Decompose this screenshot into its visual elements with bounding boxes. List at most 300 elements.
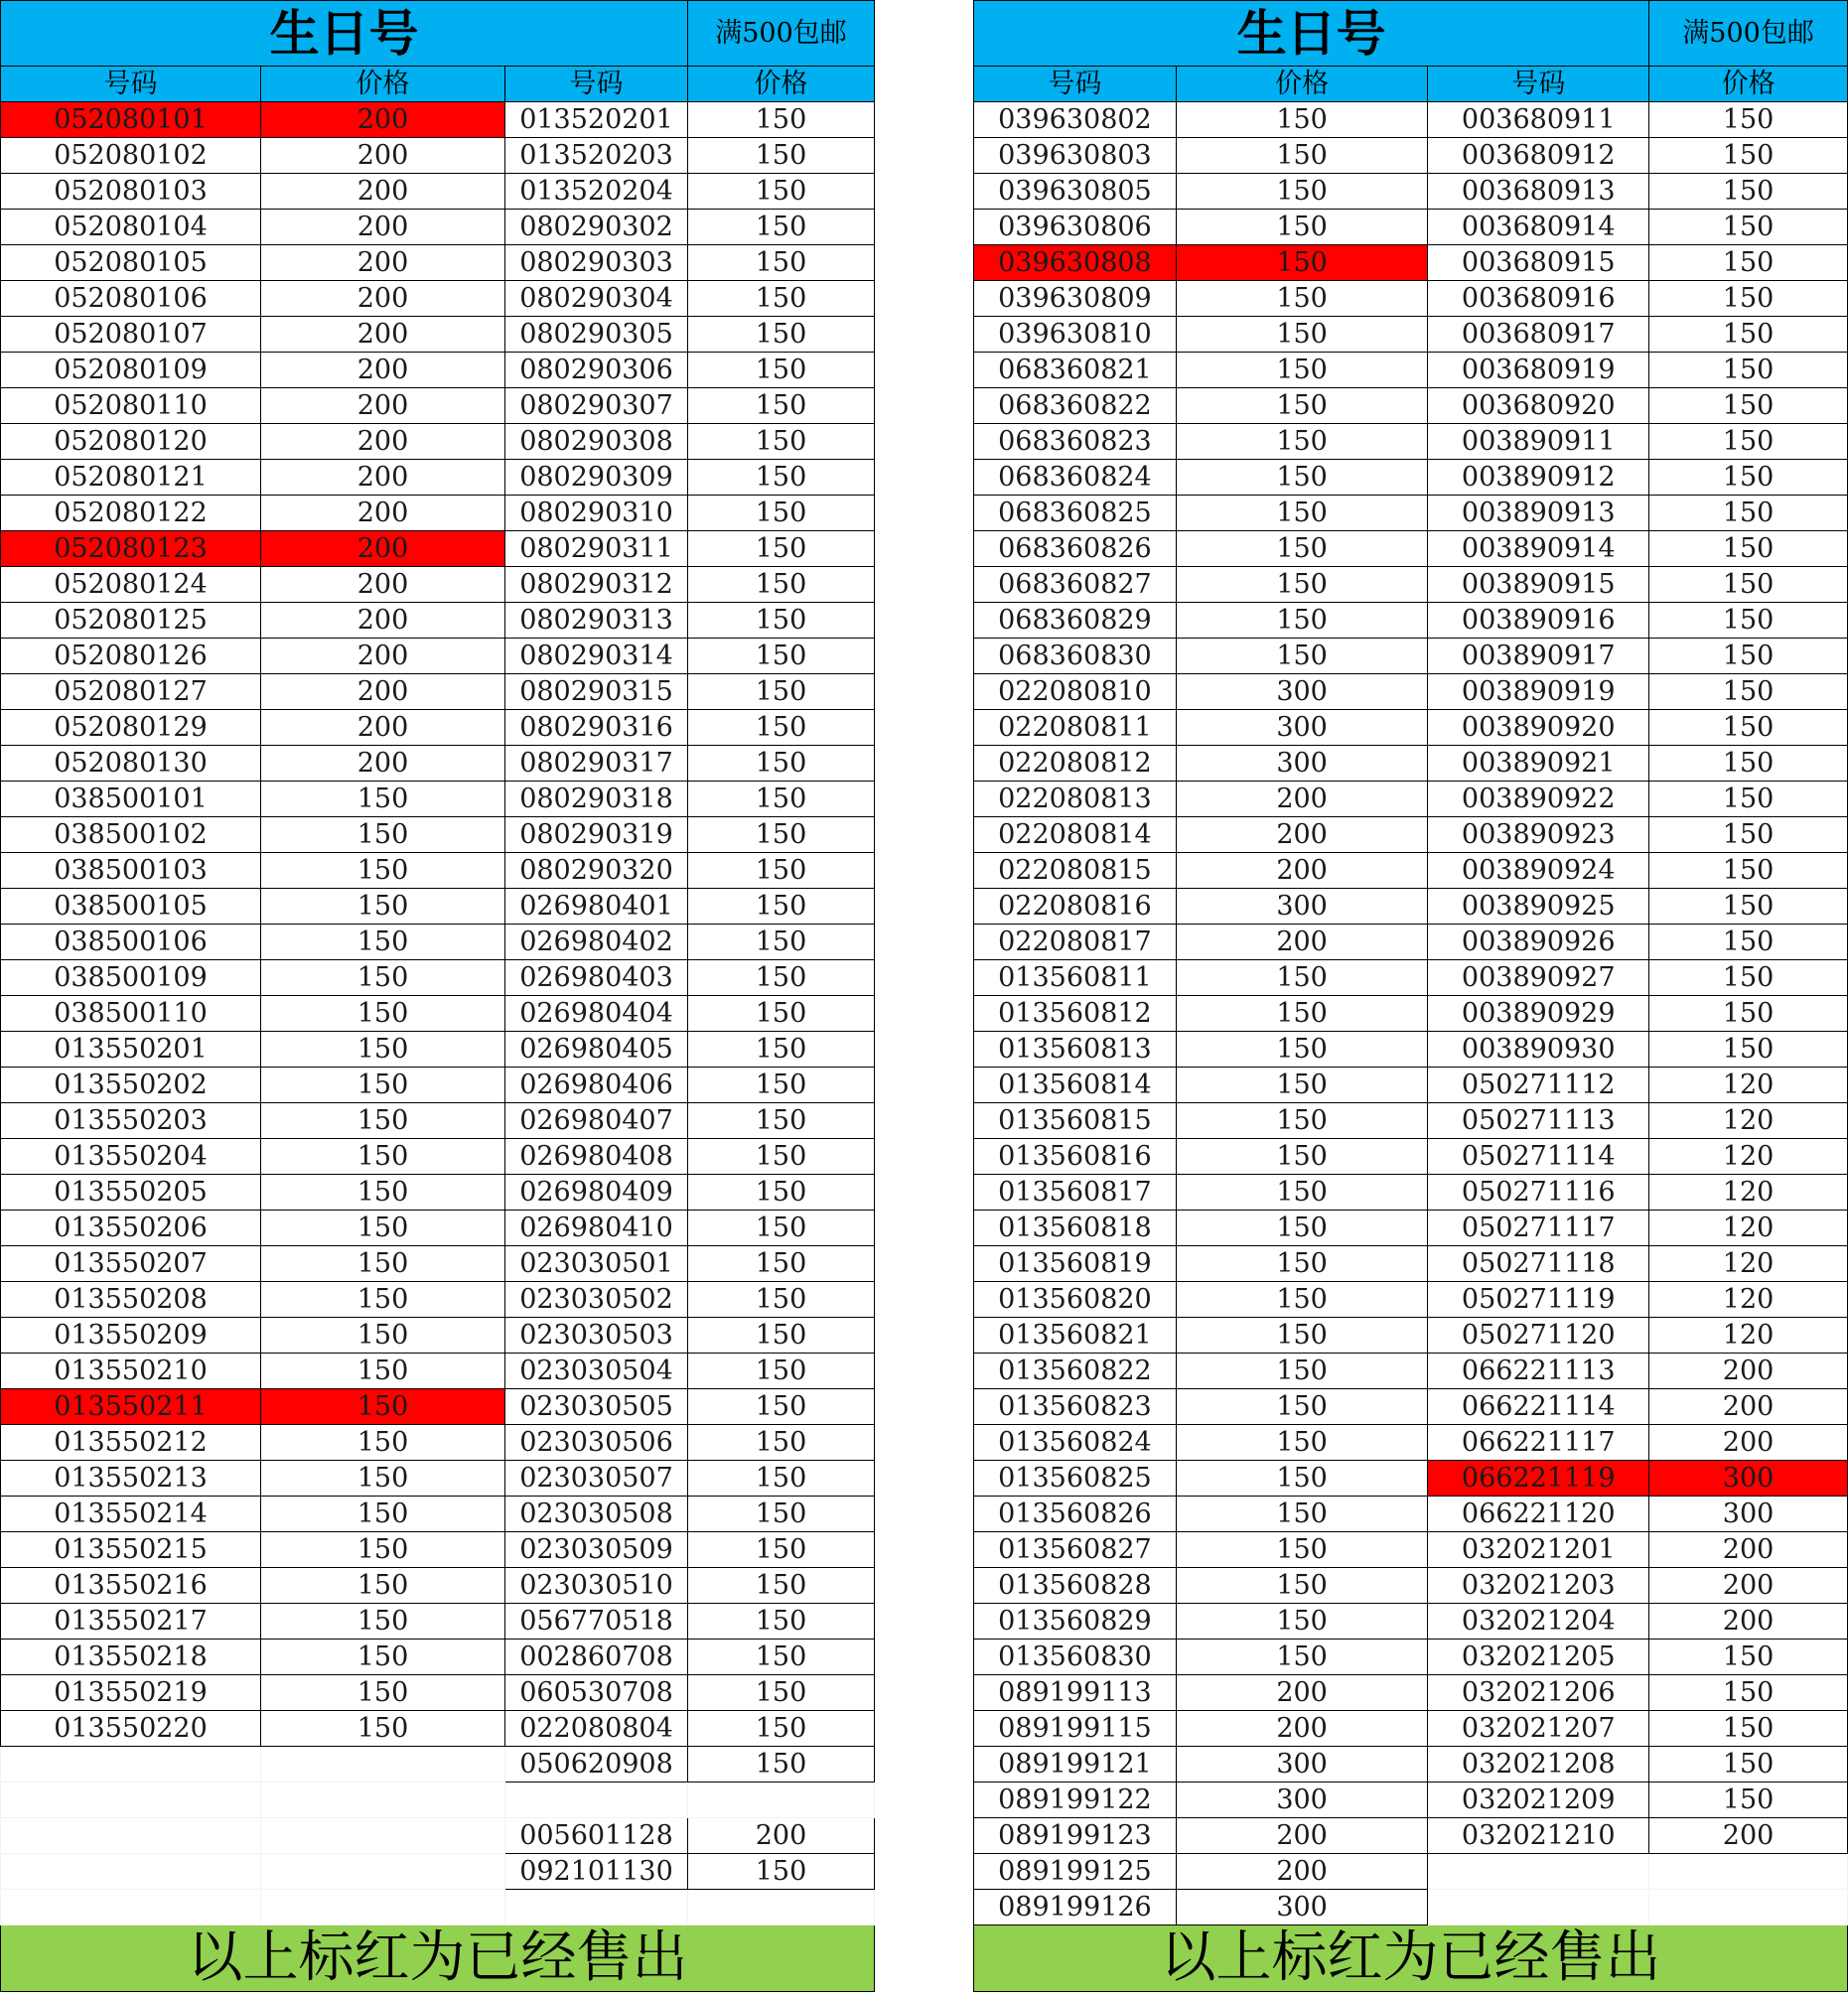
price-cell: 300 bbox=[1176, 889, 1427, 925]
price-cell: 150 bbox=[1649, 424, 1848, 460]
empty-cell bbox=[261, 1818, 505, 1854]
phone-number-cell: 080290315 bbox=[505, 674, 688, 710]
table-row bbox=[974, 1854, 1848, 1890]
price-cell: 150 bbox=[261, 1139, 505, 1175]
price-cell: 150 bbox=[1649, 317, 1848, 353]
phone-number-cell: 052080105 bbox=[1, 245, 261, 281]
price-cell: 150 bbox=[1176, 102, 1427, 138]
phone-number-cell: 080290302 bbox=[505, 210, 688, 245]
table-row bbox=[974, 1461, 1848, 1497]
phone-number-cell: 022080811 bbox=[974, 710, 1177, 746]
price-cell: 200 bbox=[261, 460, 505, 496]
price-cell: 200 bbox=[1649, 1389, 1848, 1425]
table-row bbox=[1, 1211, 875, 1246]
phone-number-cell: 039630805 bbox=[974, 174, 1177, 210]
price-cell: 120 bbox=[1649, 1246, 1848, 1282]
table-row bbox=[974, 567, 1848, 603]
phone-number-cell: 080290313 bbox=[505, 603, 688, 639]
phone-number-cell: 039630808 bbox=[974, 245, 1177, 281]
price-cell: 200 bbox=[261, 674, 505, 710]
phone-number-cell: 068360825 bbox=[974, 496, 1177, 531]
phone-number-cell: 050620908 bbox=[505, 1747, 688, 1783]
price-cell: 150 bbox=[1176, 281, 1427, 317]
price-cell: 150 bbox=[1176, 1425, 1427, 1461]
phone-number-cell: 003680912 bbox=[1428, 138, 1649, 174]
empty-cell bbox=[261, 1890, 505, 1926]
phone-number-cell: 050271120 bbox=[1428, 1318, 1649, 1354]
phone-number-cell: 080290305 bbox=[505, 317, 688, 353]
price-cell: 150 bbox=[1649, 531, 1848, 567]
phone-number-cell: 068360824 bbox=[974, 460, 1177, 496]
price-cell: 150 bbox=[261, 1211, 505, 1246]
table-row bbox=[974, 674, 1848, 710]
price-cell: 200 bbox=[1176, 1854, 1427, 1890]
price-cell: 150 bbox=[1176, 317, 1427, 353]
phone-number-cell: 068360830 bbox=[974, 639, 1177, 674]
price-cell: 150 bbox=[688, 710, 875, 746]
phone-number-cell: 080290312 bbox=[505, 567, 688, 603]
price-cell: 150 bbox=[261, 1389, 505, 1425]
phone-number-cell: 022080815 bbox=[974, 853, 1177, 889]
price-cell: 150 bbox=[688, 1675, 875, 1711]
price-cell: 120 bbox=[1649, 1175, 1848, 1211]
price-cell: 150 bbox=[261, 1032, 505, 1068]
phone-number-cell: 080290309 bbox=[505, 460, 688, 496]
table-row bbox=[974, 960, 1848, 996]
table-row bbox=[974, 460, 1848, 496]
phone-number-cell: 026980410 bbox=[505, 1211, 688, 1246]
table-row bbox=[1, 1640, 875, 1675]
phone-number-cell: 023030502 bbox=[505, 1282, 688, 1318]
phone-number-cell: 026980407 bbox=[505, 1103, 688, 1139]
price-cell: 200 bbox=[261, 567, 505, 603]
phone-number-cell: 080290314 bbox=[505, 639, 688, 674]
table-row bbox=[1, 174, 875, 210]
phone-number-cell: 003890911 bbox=[1428, 424, 1649, 460]
price-cell: 150 bbox=[688, 925, 875, 960]
price-cell: 200 bbox=[261, 639, 505, 674]
phone-number-cell: 026980403 bbox=[505, 960, 688, 996]
price-cell: 200 bbox=[261, 353, 505, 388]
table-row bbox=[1, 710, 875, 746]
phone-number-cell: 052080110 bbox=[1, 388, 261, 424]
phone-number-cell: 052080101 bbox=[1, 102, 261, 138]
table-row bbox=[1, 960, 875, 996]
phone-number-cell: 023030510 bbox=[505, 1568, 688, 1604]
table-row bbox=[1, 1425, 875, 1461]
price-cell: 150 bbox=[688, 1640, 875, 1675]
price-cell: 150 bbox=[261, 1461, 505, 1497]
price-cell: 150 bbox=[688, 853, 875, 889]
price-cell: 150 bbox=[688, 1139, 875, 1175]
price-cell: 150 bbox=[688, 603, 875, 639]
price-cell: 150 bbox=[1176, 1497, 1427, 1532]
phone-number-cell: 068360827 bbox=[974, 567, 1177, 603]
price-cell: 200 bbox=[1649, 1568, 1848, 1604]
price-cell: 150 bbox=[688, 1282, 875, 1318]
price-cell: 150 bbox=[688, 1532, 875, 1568]
header-number: 号码 bbox=[505, 67, 688, 102]
price-cell: 200 bbox=[261, 710, 505, 746]
phone-number-cell: 003680915 bbox=[1428, 245, 1649, 281]
sold-out-notice: 以上标红为已经售出 bbox=[974, 1926, 1848, 1992]
price-cell: 150 bbox=[688, 460, 875, 496]
phone-number-cell: 013550201 bbox=[1, 1032, 261, 1068]
header-number: 号码 bbox=[1, 67, 261, 102]
table-row bbox=[974, 996, 1848, 1032]
price-cell: 150 bbox=[1649, 1675, 1848, 1711]
table-row bbox=[1, 1890, 875, 1926]
price-cell: 200 bbox=[261, 603, 505, 639]
table-row bbox=[1, 889, 875, 925]
table-row bbox=[974, 245, 1848, 281]
price-cell: 150 bbox=[1176, 460, 1427, 496]
table-row bbox=[1, 1747, 875, 1783]
price-cell: 150 bbox=[688, 817, 875, 853]
price-cell: 150 bbox=[1176, 1211, 1427, 1246]
price-cell: 150 bbox=[688, 1568, 875, 1604]
phone-number-cell: 022080813 bbox=[974, 782, 1177, 817]
phone-number-cell: 052080106 bbox=[1, 281, 261, 317]
price-cell: 150 bbox=[1649, 1783, 1848, 1818]
price-cell: 300 bbox=[1176, 1783, 1427, 1818]
price-cell: 150 bbox=[1176, 1640, 1427, 1675]
phone-number-cell: 039630809 bbox=[974, 281, 1177, 317]
price-cell: 150 bbox=[261, 1282, 505, 1318]
phone-number-cell: 003890926 bbox=[1428, 925, 1649, 960]
price-cell: 150 bbox=[1176, 639, 1427, 674]
price-cell: 150 bbox=[261, 853, 505, 889]
phone-number-cell: 089199125 bbox=[974, 1854, 1177, 1890]
sheet-title: 生日号 bbox=[1, 1, 688, 67]
price-cell: 150 bbox=[1176, 353, 1427, 388]
phone-number-cell: 050271119 bbox=[1428, 1282, 1649, 1318]
price-cell: 150 bbox=[261, 1640, 505, 1675]
price-cell: 150 bbox=[1649, 496, 1848, 531]
price-cell: 150 bbox=[1649, 174, 1848, 210]
price-cell: 200 bbox=[261, 245, 505, 281]
price-cell: 120 bbox=[1649, 1318, 1848, 1354]
price-cell: 300 bbox=[1176, 674, 1427, 710]
phone-number-cell: 032021201 bbox=[1428, 1532, 1649, 1568]
table-row bbox=[1, 1318, 875, 1354]
price-cell: 150 bbox=[261, 1103, 505, 1139]
phone-number-cell: 013550214 bbox=[1, 1497, 261, 1532]
price-cell: 150 bbox=[1649, 1032, 1848, 1068]
phone-number-cell: 038500103 bbox=[1, 853, 261, 889]
price-cell: 150 bbox=[261, 1354, 505, 1389]
price-cell: 150 bbox=[261, 1246, 505, 1282]
phone-number-cell: 013560823 bbox=[974, 1389, 1177, 1425]
price-cell: 150 bbox=[261, 1318, 505, 1354]
phone-number-cell: 032021209 bbox=[1428, 1783, 1649, 1818]
price-cell: 200 bbox=[1176, 1675, 1427, 1711]
price-cell: 200 bbox=[261, 424, 505, 460]
phone-number-cell: 032021203 bbox=[1428, 1568, 1649, 1604]
table-row bbox=[1, 1783, 875, 1818]
empty-cell bbox=[261, 1854, 505, 1890]
table-row bbox=[1, 674, 875, 710]
phone-number-cell: 022080814 bbox=[974, 817, 1177, 853]
table-row bbox=[974, 1318, 1848, 1354]
price-cell: 150 bbox=[1176, 1032, 1427, 1068]
table-row bbox=[1, 138, 875, 174]
table-row bbox=[974, 1568, 1848, 1604]
price-cell: 150 bbox=[688, 1103, 875, 1139]
empty-cell bbox=[505, 1890, 688, 1926]
price-cell: 150 bbox=[1649, 388, 1848, 424]
table-row bbox=[974, 1246, 1848, 1282]
table-row bbox=[1, 853, 875, 889]
table-row bbox=[1, 1175, 875, 1211]
phone-number-cell: 022080817 bbox=[974, 925, 1177, 960]
phone-number-cell: 003890921 bbox=[1428, 746, 1649, 782]
table-row bbox=[1, 1139, 875, 1175]
phone-number-cell: 023030506 bbox=[505, 1425, 688, 1461]
phone-number-cell: 052080127 bbox=[1, 674, 261, 710]
phone-number-cell: 022080816 bbox=[974, 889, 1177, 925]
price-cell: 150 bbox=[1176, 1604, 1427, 1640]
phone-number-cell: 013560820 bbox=[974, 1282, 1177, 1318]
price-cell: 200 bbox=[1176, 1818, 1427, 1854]
phone-number-cell: 013550205 bbox=[1, 1175, 261, 1211]
table-row bbox=[974, 639, 1848, 674]
phone-number-cell: 089199121 bbox=[974, 1747, 1177, 1783]
price-cell: 200 bbox=[1649, 1604, 1848, 1640]
phone-number-cell: 050271117 bbox=[1428, 1211, 1649, 1246]
table-row bbox=[1, 353, 875, 388]
phone-number-cell: 080290306 bbox=[505, 353, 688, 388]
phone-number-cell: 080290318 bbox=[505, 782, 688, 817]
table-row bbox=[974, 1818, 1848, 1854]
price-cell: 150 bbox=[261, 960, 505, 996]
price-cell: 150 bbox=[688, 138, 875, 174]
phone-number-cell: 039630810 bbox=[974, 317, 1177, 353]
phone-number-cell: 002860708 bbox=[505, 1640, 688, 1675]
price-cell: 200 bbox=[1176, 853, 1427, 889]
price-cell: 150 bbox=[688, 496, 875, 531]
phone-number-cell: 052080122 bbox=[1, 496, 261, 531]
phone-number-cell: 013560821 bbox=[974, 1318, 1177, 1354]
table-row bbox=[974, 1497, 1848, 1532]
phone-number-cell: 052080103 bbox=[1, 174, 261, 210]
phone-number-cell: 050271113 bbox=[1428, 1103, 1649, 1139]
table-row bbox=[974, 353, 1848, 388]
empty-cell bbox=[1, 1854, 261, 1890]
price-cell: 120 bbox=[1649, 1282, 1848, 1318]
table-row bbox=[974, 782, 1848, 817]
price-cell: 150 bbox=[1176, 603, 1427, 639]
price-cell: 150 bbox=[688, 746, 875, 782]
table-row bbox=[974, 710, 1848, 746]
phone-number-cell: 003890924 bbox=[1428, 853, 1649, 889]
empty-cell bbox=[1428, 1890, 1649, 1926]
table-row bbox=[974, 281, 1848, 317]
price-cell: 150 bbox=[261, 1425, 505, 1461]
phone-number-cell: 022080804 bbox=[505, 1711, 688, 1747]
phone-number-cell: 023030504 bbox=[505, 1354, 688, 1389]
table-row bbox=[1, 746, 875, 782]
empty-cell bbox=[1, 1818, 261, 1854]
empty-cell bbox=[1, 1747, 261, 1783]
price-cell: 150 bbox=[1649, 925, 1848, 960]
price-cell: 150 bbox=[1176, 1139, 1427, 1175]
table-row bbox=[974, 531, 1848, 567]
phone-number-cell: 023030508 bbox=[505, 1497, 688, 1532]
phone-number-cell: 068360826 bbox=[974, 531, 1177, 567]
price-cell: 150 bbox=[1176, 424, 1427, 460]
phone-number-cell: 003890925 bbox=[1428, 889, 1649, 925]
table-row bbox=[1, 317, 875, 353]
phone-number-cell: 003890922 bbox=[1428, 782, 1649, 817]
phone-number-cell: 013550211 bbox=[1, 1389, 261, 1425]
table-row bbox=[974, 746, 1848, 782]
price-cell: 150 bbox=[261, 1497, 505, 1532]
price-cell: 150 bbox=[688, 996, 875, 1032]
price-cell: 150 bbox=[261, 1532, 505, 1568]
price-cell: 200 bbox=[261, 138, 505, 174]
table-row bbox=[1, 1497, 875, 1532]
price-cell: 150 bbox=[1649, 1640, 1848, 1675]
price-cell: 150 bbox=[688, 1711, 875, 1747]
table-row bbox=[974, 1389, 1848, 1425]
price-cell: 300 bbox=[1176, 1747, 1427, 1783]
table-row bbox=[974, 1175, 1848, 1211]
table-row bbox=[1, 102, 875, 138]
header-price: 价格 bbox=[1649, 67, 1848, 102]
price-cell: 150 bbox=[1649, 889, 1848, 925]
price-cell: 200 bbox=[261, 102, 505, 138]
phone-number-cell: 013560813 bbox=[974, 1032, 1177, 1068]
phone-number-cell: 066221120 bbox=[1428, 1497, 1649, 1532]
phone-number-cell: 013550215 bbox=[1, 1532, 261, 1568]
price-cell: 150 bbox=[688, 960, 875, 996]
price-cell: 150 bbox=[261, 1568, 505, 1604]
price-cell: 150 bbox=[1649, 746, 1848, 782]
phone-number-cell: 052080121 bbox=[1, 460, 261, 496]
phone-number-cell: 013550207 bbox=[1, 1246, 261, 1282]
phone-number-cell: 032021204 bbox=[1428, 1604, 1649, 1640]
table-row bbox=[974, 317, 1848, 353]
phone-number-cell: 013550213 bbox=[1, 1461, 261, 1497]
table-row bbox=[1, 1818, 875, 1854]
price-cell: 150 bbox=[688, 317, 875, 353]
table-row bbox=[1, 782, 875, 817]
header-number: 号码 bbox=[1428, 67, 1649, 102]
table-row bbox=[1, 210, 875, 245]
phone-number-cell: 052080129 bbox=[1, 710, 261, 746]
price-cell: 120 bbox=[1649, 1103, 1848, 1139]
price-cell: 150 bbox=[688, 1497, 875, 1532]
price-cell: 150 bbox=[1176, 1318, 1427, 1354]
phone-number-cell: 013560814 bbox=[974, 1068, 1177, 1103]
price-cell: 200 bbox=[1176, 817, 1427, 853]
price-sheet-right bbox=[973, 0, 1848, 1992]
price-cell: 150 bbox=[688, 1747, 875, 1783]
phone-number-cell: 066221113 bbox=[1428, 1354, 1649, 1389]
price-cell: 300 bbox=[1649, 1461, 1848, 1497]
price-cell: 150 bbox=[1176, 1282, 1427, 1318]
price-cell: 150 bbox=[1176, 1246, 1427, 1282]
phone-number-cell: 013560812 bbox=[974, 996, 1177, 1032]
phone-number-cell: 089199122 bbox=[974, 1783, 1177, 1818]
phone-number-cell: 003890930 bbox=[1428, 1032, 1649, 1068]
phone-number-cell: 013560829 bbox=[974, 1604, 1177, 1640]
price-cell: 150 bbox=[688, 245, 875, 281]
price-cell: 150 bbox=[1176, 567, 1427, 603]
price-cell: 150 bbox=[688, 1389, 875, 1425]
phone-number-cell: 005601128 bbox=[505, 1818, 688, 1854]
table-row bbox=[1, 1389, 875, 1425]
phone-number-cell: 013560811 bbox=[974, 960, 1177, 996]
price-cell: 150 bbox=[1176, 531, 1427, 567]
phone-number-cell: 050271112 bbox=[1428, 1068, 1649, 1103]
price-cell: 150 bbox=[1176, 1103, 1427, 1139]
phone-number-cell: 050271114 bbox=[1428, 1139, 1649, 1175]
phone-number-cell: 068360821 bbox=[974, 353, 1177, 388]
free-shipping-note: 满500包邮 bbox=[1649, 1, 1848, 67]
phone-number-cell: 026980401 bbox=[505, 889, 688, 925]
table-row bbox=[1, 1068, 875, 1103]
price-cell: 200 bbox=[688, 1818, 875, 1854]
phone-number-cell: 013550204 bbox=[1, 1139, 261, 1175]
table-row bbox=[974, 1640, 1848, 1675]
phone-number-cell: 032021208 bbox=[1428, 1747, 1649, 1783]
phone-number-cell: 026980404 bbox=[505, 996, 688, 1032]
phone-number-cell: 080290307 bbox=[505, 388, 688, 424]
phone-number-cell: 032021207 bbox=[1428, 1711, 1649, 1747]
price-cell: 150 bbox=[688, 102, 875, 138]
phone-number-cell: 013560824 bbox=[974, 1425, 1177, 1461]
price-cell: 120 bbox=[1649, 1068, 1848, 1103]
price-cell: 150 bbox=[688, 782, 875, 817]
phone-number-cell: 023030501 bbox=[505, 1246, 688, 1282]
table-row bbox=[974, 1711, 1848, 1747]
table-row bbox=[1, 1032, 875, 1068]
price-cell: 150 bbox=[688, 1068, 875, 1103]
table-row bbox=[974, 424, 1848, 460]
price-cell: 200 bbox=[261, 174, 505, 210]
price-cell: 150 bbox=[1649, 281, 1848, 317]
free-shipping-note: 满500包邮 bbox=[688, 1, 875, 67]
table-row bbox=[1, 1532, 875, 1568]
price-cell: 200 bbox=[261, 388, 505, 424]
empty-cell bbox=[1, 1783, 261, 1818]
price-cell: 200 bbox=[1176, 1711, 1427, 1747]
price-cell: 200 bbox=[261, 317, 505, 353]
table-row bbox=[974, 1068, 1848, 1103]
phone-number-cell: 003890923 bbox=[1428, 817, 1649, 853]
table-row bbox=[1, 1282, 875, 1318]
price-cell: 200 bbox=[261, 746, 505, 782]
price-cell: 150 bbox=[1176, 996, 1427, 1032]
price-cell: 150 bbox=[688, 639, 875, 674]
price-cell: 150 bbox=[1649, 138, 1848, 174]
phone-number-cell: 052080124 bbox=[1, 567, 261, 603]
table-row bbox=[1, 1568, 875, 1604]
price-cell: 300 bbox=[1176, 710, 1427, 746]
empty-cell bbox=[1649, 1854, 1848, 1890]
phone-number-cell: 039630806 bbox=[974, 210, 1177, 245]
table-row bbox=[974, 1675, 1848, 1711]
price-cell: 150 bbox=[1176, 1532, 1427, 1568]
table-row bbox=[1, 424, 875, 460]
phone-number-cell: 089199126 bbox=[974, 1890, 1177, 1926]
price-cell: 150 bbox=[1176, 1568, 1427, 1604]
price-cell: 150 bbox=[1176, 245, 1427, 281]
table-row bbox=[1, 496, 875, 531]
phone-number-cell: 039630803 bbox=[974, 138, 1177, 174]
